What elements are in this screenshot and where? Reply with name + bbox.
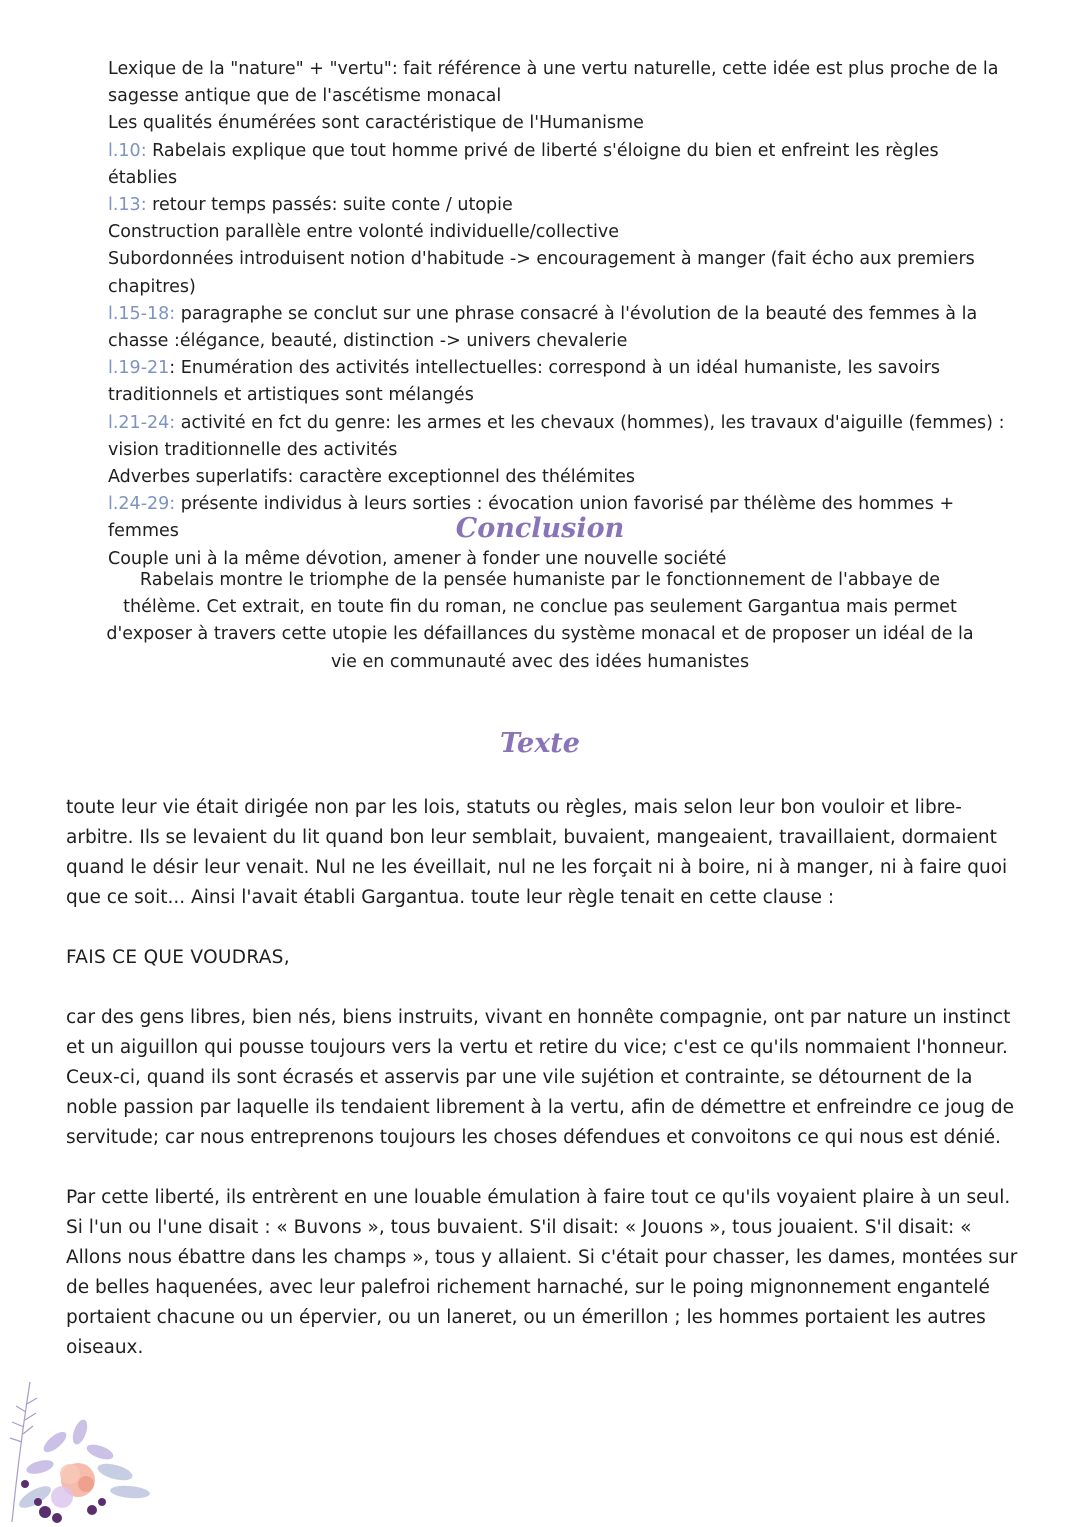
line-reference: l.21-24: bbox=[108, 412, 176, 433]
note-text: Subordonnées introduisent notion d'habitude -> encouragement à manger (fait écho aux premiers chapitres) bbox=[108, 249, 975, 297]
note-line bbox=[108, 355, 1008, 409]
texte-paragraph: car des gens libres, bien nés, biens instruits, vivant en honnête compagnie, ont par nature un instinct et un aiguillon qui pousse toujours vers la vertu et retire du vice; c'est ce qu'ils nommaient l'honneur. Ceux-ci, quand ils sont écrasés et asservis par une vile sujétion et contrainte, se détournent de la noble passion par laquelle ils tendaient librement à la vertu, afin de démettre et enfreindre ce joug de servitude; car nous entreprenons toujours les choses défendues et convoitons ce qui nous est dénié. bbox=[66, 1007, 1015, 1148]
line-reference: l.15-18: bbox=[108, 303, 176, 324]
note-line bbox=[108, 56, 1008, 110]
note-line bbox=[108, 219, 1008, 246]
notes-section bbox=[108, 56, 1008, 573]
note-text: retour temps passés: suite conte / utopie bbox=[146, 195, 513, 216]
note-text: Adverbes superlatifs: caractère exceptionnel des thélémites bbox=[108, 467, 635, 488]
line-reference: l.24-29: bbox=[108, 494, 176, 515]
note-line bbox=[108, 410, 1008, 464]
note-line bbox=[108, 464, 1008, 491]
texte-heading: Texte bbox=[500, 728, 580, 759]
note-text: activité en fct du genre: les armes et les chevaux (hommes), les travaux d'aiguille (femmes) : vision traditionnelle des activités bbox=[108, 412, 1005, 460]
conclusion-heading: Conclusion bbox=[455, 513, 625, 544]
line-reference: l.19-21 bbox=[108, 358, 170, 379]
note-text: Couple uni à la même dévotion, amener à fonder une nouvelle société bbox=[108, 548, 727, 569]
conclusion-text: Rabelais montre le triomphe de la pensée humaniste par le fonctionnement de l'abbaye de thélème. Cet extrait, en toute fin du roman, ne conclue pas seulement Gargantua mais permet d'exposer à travers cette utopie les défaillances du système monacal et de proposer un idéal de la vie en communauté avec des idées humanistes bbox=[106, 570, 974, 672]
note-line bbox=[108, 192, 1008, 219]
note-text: paragraphe se conclut sur une phrase consacré à l'évolution de la beauté des femmes à la chasse :élégance, beauté, distinction -> univers chevalerie bbox=[108, 303, 978, 352]
motto: FAIS CE QUE VOUDRAS, bbox=[66, 947, 290, 968]
note-line bbox=[108, 110, 1008, 137]
note-line bbox=[108, 246, 1008, 300]
texte-paragraph: toute leur vie était dirigée non par les lois, statuts ou règles, mais selon leur bon vouloir et libre-arbitre. Ils se levaient du lit quand bon leur semblait, buvaient, mangeaient, travaillaient, dormaient quand le désir leur venait. Nul ne les éveillait, nul ne les forçait ni à boire, ni à manger, ni à faire quoi que ce soit... Ainsi l'avait établi Gargantua. toute leur règle tenait en cette clause : bbox=[66, 797, 1008, 908]
watercolor-flower-icon bbox=[0, 1372, 175, 1527]
note-text: Rabelais explique que tout homme privé de liberté s'éloigne du bien et enfreint les règles établies bbox=[108, 140, 939, 188]
note-text: Lexique de la "nature" + "vertu": fait référence à une vertu naturelle, cette idée est plus proche de la sagesse antique que de l'ascétisme monacal bbox=[108, 59, 999, 107]
note-text: Construction parallèle entre volonté individuelle/collective bbox=[108, 222, 619, 243]
note-text: : Enumération des activités intellectuelles: correspond à un idéal humaniste, les savoirs traditionnels et artistiques sont mélangés bbox=[108, 358, 940, 406]
line-reference: l.10: bbox=[108, 140, 147, 161]
texte-section bbox=[66, 793, 1026, 1393]
note-text: présente individus à leurs sorties : évocation union favorisé par thélème des hommes + femmes bbox=[108, 494, 955, 542]
note-line bbox=[108, 301, 1008, 355]
line-reference: l.13: bbox=[108, 195, 147, 216]
note-line bbox=[108, 138, 1008, 192]
texte-paragraph: Par cette liberté, ils entrèrent en une louable émulation à faire tout ce qu'ils voyaient plaire à un seul. Si l'un ou l'une disait : « Buvons », tous buvaient. S'il disait: « Jouons », tous jouaient. S'il disait: « Allons nous ébattre dans les champs », tous y allaient. Si c'était pour chasser, les dames, montées sur de belles haquenées, avec leur palefroi richement harnaché, sur le poing mignonnement engantelé portaient chacune ou un épervier, ou un laneret, ou un émerillon ; les hommes portaient les autres oiseaux. bbox=[66, 1187, 1018, 1358]
note-text: Les qualités énumérées sont caractéristique de l'Humanisme bbox=[108, 113, 644, 134]
